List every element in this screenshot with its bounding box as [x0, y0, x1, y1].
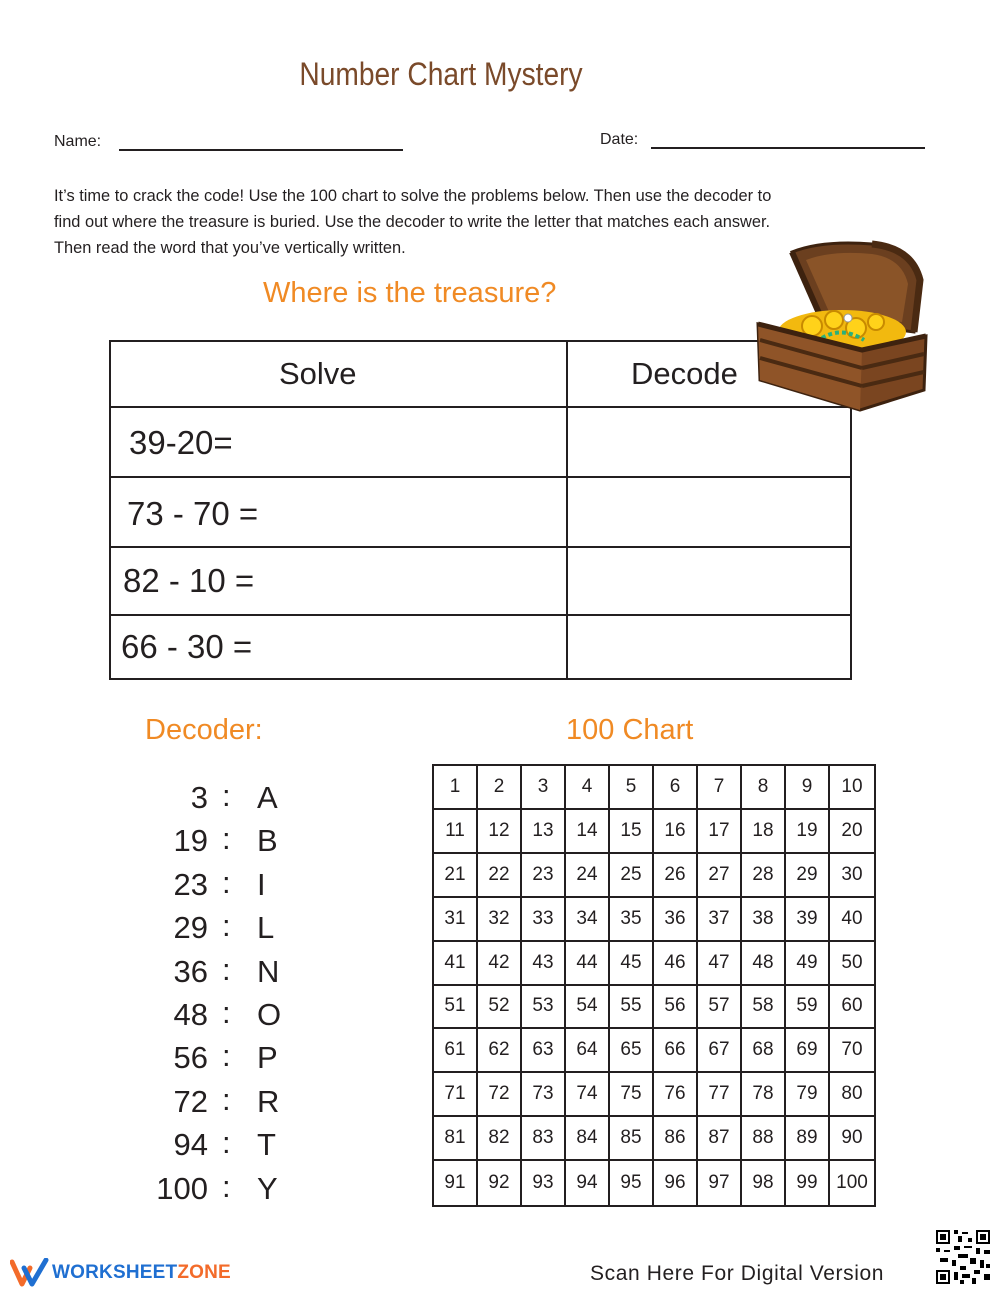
brand-name: [52, 1262, 231, 1284]
decoder-entry: [140, 1081, 300, 1127]
decoder-letter: Y: [257, 1170, 278, 1206]
decoder-number: 3: [190, 780, 208, 815]
chart-cell: 48: [742, 942, 786, 986]
chart-cell: 90: [830, 1117, 874, 1161]
chart-cell: 83: [522, 1117, 566, 1161]
chart-cell: 88: [742, 1117, 786, 1161]
chart-cell: 86: [654, 1117, 698, 1161]
date-field[interactable]: [651, 147, 925, 149]
chart-cell: 22: [478, 854, 522, 898]
decoder-entry: [140, 910, 300, 953]
chart-cell: 59: [786, 986, 830, 1030]
chart-cell: 56: [654, 986, 698, 1030]
chart-cell: 55: [610, 986, 654, 1030]
chart-cell: 72: [478, 1073, 522, 1117]
chart-cell: 77: [698, 1073, 742, 1117]
problem-text: 66 - 30 =: [121, 628, 253, 665]
chart-cell: 33: [522, 898, 566, 942]
chart-cell: 27: [698, 854, 742, 898]
chart-cell: 13: [522, 810, 566, 854]
chart-cell: 96: [654, 1161, 698, 1205]
table-row: [111, 478, 850, 548]
chart-cell: 93: [522, 1161, 566, 1205]
decoder-separator: :: [222, 1038, 231, 1074]
chart-cell: 73: [522, 1073, 566, 1117]
chart-cell: 14: [566, 810, 610, 854]
chart-cell: 10: [830, 766, 874, 810]
chart-cell: 67: [698, 1029, 742, 1073]
chart-cell: 24: [566, 854, 610, 898]
decoder-entry: [140, 864, 300, 910]
chart-cell: 60: [830, 986, 874, 1030]
table-row: [111, 548, 850, 616]
chart-cell: 71: [434, 1073, 478, 1117]
chart-cell: 34: [566, 898, 610, 942]
chart-cell: 84: [566, 1117, 610, 1161]
chart-cell: 79: [786, 1073, 830, 1117]
chart-cell: 82: [478, 1117, 522, 1161]
decoder-entry: [140, 997, 300, 1040]
problem-text: 73 - 70 =: [127, 495, 259, 532]
section-heading: Where is the treasure?: [263, 277, 557, 309]
chart-cell: 28: [742, 854, 786, 898]
decoder-separator: :: [222, 778, 231, 813]
chart-cell: 19: [786, 810, 830, 854]
decoder-heading: Decoder:: [145, 714, 263, 746]
chart-cell: 63: [522, 1029, 566, 1073]
chart-cell: 5: [610, 766, 654, 810]
chart-cell: 21: [434, 854, 478, 898]
chart-cell: 87: [698, 1117, 742, 1161]
chart-cell: 49: [786, 942, 830, 986]
decoder-entry: [140, 823, 300, 866]
chart-cell: 54: [566, 986, 610, 1030]
decoder-entry: [140, 780, 300, 823]
table-header-row: [111, 342, 850, 408]
decoder-number: 94: [173, 1127, 208, 1163]
decoder-separator: :: [222, 995, 231, 1030]
decode-header: Decode: [631, 356, 738, 391]
chart-cell: 1: [434, 766, 478, 810]
chart-cell: 80: [830, 1073, 874, 1117]
decoder-entry: [140, 1040, 300, 1083]
date-label: Date:: [600, 131, 639, 148]
chart-cell: 32: [478, 898, 522, 942]
chart-cell: 30: [830, 854, 874, 898]
chart-cell: 29: [786, 854, 830, 898]
chart-cell: 69: [786, 1029, 830, 1073]
qr-code-icon[interactable]: [934, 1228, 992, 1286]
chart-cell: 9: [786, 766, 830, 810]
decoder-separator: :: [222, 951, 231, 987]
chart-cell: 95: [610, 1161, 654, 1205]
chart-cell: 20: [830, 810, 874, 854]
chart-cell: 41: [434, 942, 478, 986]
chart-cell: 64: [566, 1029, 610, 1073]
chart-cell: 45: [610, 942, 654, 986]
chart-cell: 85: [610, 1117, 654, 1161]
chart-cell: 38: [742, 898, 786, 942]
chart-cell: 37: [698, 898, 742, 942]
table-row: [111, 616, 850, 678]
chart-cell: 57: [698, 986, 742, 1030]
solve-header: Solve: [279, 356, 357, 391]
chart-cell: 47: [698, 942, 742, 986]
decode-answer-cell[interactable]: [568, 616, 850, 678]
decoder-separator: :: [222, 1168, 231, 1204]
chart-cell: 91: [434, 1161, 478, 1205]
decoder-letter: R: [257, 1083, 280, 1119]
chart-cell: 8: [742, 766, 786, 810]
chart-cell: 36: [654, 898, 698, 942]
decoder-entry: [140, 1168, 300, 1214]
chart-cell: 78: [742, 1073, 786, 1117]
chart-cell: 44: [566, 942, 610, 986]
decoder-number: 100: [156, 1170, 208, 1206]
chart-cell: 74: [566, 1073, 610, 1117]
decoder-letter: N: [257, 953, 280, 989]
decoder-letter: P: [257, 1040, 278, 1076]
decoder-letter: I: [257, 866, 266, 902]
chart-cell: 99: [786, 1161, 830, 1205]
chart-cell: 92: [478, 1161, 522, 1205]
instructions-text: It’s time to crack the code! Use the 100 chart to solve the problems below. Then use the decoder to find out where the treasure is buried. Use the decoder to write the letter that matches each answer. Then read the word that you’ve vertically written.: [54, 187, 772, 257]
table-row: [111, 408, 850, 478]
decoder-number: 36: [173, 953, 208, 989]
chart-cell: 25: [610, 854, 654, 898]
chart-cell: 4: [566, 766, 610, 810]
chart-heading: 100 Chart: [566, 714, 694, 746]
solve-table: [109, 340, 852, 680]
chart-cell: 35: [610, 898, 654, 942]
chart-cell: 75: [610, 1073, 654, 1117]
chart-cell: 65: [610, 1029, 654, 1073]
hundred-chart-grid: [432, 764, 876, 1207]
chart-cell: 11: [434, 810, 478, 854]
scan-text: Scan Here For Digital Version: [590, 1262, 885, 1285]
chart-cell: 42: [478, 942, 522, 986]
brand-accent: ZONE: [177, 1262, 231, 1283]
decoder-letter: T: [257, 1127, 276, 1163]
chart-cell: 31: [434, 898, 478, 942]
chart-cell: 70: [830, 1029, 874, 1073]
chart-cell: 40: [830, 898, 874, 942]
chart-cell: 94: [566, 1161, 610, 1205]
worksheet-zone-logo-icon: [10, 1258, 50, 1288]
decoder-separator: :: [222, 1081, 231, 1117]
chart-cell: 100: [836, 1172, 868, 1194]
chart-cell: 17: [698, 810, 742, 854]
page-title: Number Chart Mystery: [299, 56, 583, 92]
decoder-number: 56: [173, 1040, 208, 1076]
chart-cell: 2: [478, 766, 522, 810]
chart-cell: 53: [522, 986, 566, 1030]
name-field[interactable]: [119, 149, 403, 151]
chart-cell: 26: [654, 854, 698, 898]
decoder-number: 29: [173, 910, 208, 946]
chart-cell: 68: [742, 1029, 786, 1073]
brand-main: WORKSHEET: [52, 1262, 178, 1283]
name-label: Name:: [54, 133, 102, 150]
treasure-chest-icon: [752, 240, 928, 412]
decode-answer-cell[interactable]: [568, 478, 850, 546]
chart-cell: 39: [786, 898, 830, 942]
problem-text: 39-20=: [129, 424, 233, 461]
chart-cell: 89: [786, 1117, 830, 1161]
chart-cell: 6: [654, 766, 698, 810]
decoder-separator: :: [222, 864, 231, 900]
chart-cell: 97: [698, 1161, 742, 1205]
chart-cell: 46: [654, 942, 698, 986]
chart-cell: 15: [610, 810, 654, 854]
decoder-letter: L: [257, 910, 275, 946]
decoder-entry: [140, 1127, 300, 1170]
chart-cell: 61: [434, 1029, 478, 1073]
decode-answer-cell[interactable]: [568, 548, 850, 614]
chart-cell: 50: [830, 942, 874, 986]
decoder-letter: B: [257, 823, 278, 859]
chart-cell: 23: [522, 854, 566, 898]
decoder-separator: :: [222, 1125, 231, 1161]
decoder-letter: O: [257, 997, 282, 1032]
decoder-number: 72: [173, 1083, 208, 1119]
chart-cell: 7: [698, 766, 742, 810]
chart-cell: 62: [478, 1029, 522, 1073]
chart-cell: 16: [654, 810, 698, 854]
decoder-separator: :: [222, 908, 231, 944]
chart-cell: 52: [478, 986, 522, 1030]
chart-cell: 3: [522, 766, 566, 810]
chart-cell: 66: [654, 1029, 698, 1073]
problem-text: 82 - 10 =: [123, 562, 255, 599]
decoder-separator: :: [222, 821, 231, 857]
chart-cell: 76: [654, 1073, 698, 1117]
chart-cell: 12: [478, 810, 522, 854]
chart-cell: 18: [742, 810, 786, 854]
chart-cell: 81: [434, 1117, 478, 1161]
decoder-letter: A: [257, 780, 278, 815]
chart-cell: 43: [522, 942, 566, 986]
decoder-entry: [140, 951, 300, 997]
decoder-number: 23: [173, 866, 208, 902]
chart-cell: 58: [742, 986, 786, 1030]
chart-cell: 98: [742, 1161, 786, 1205]
decode-answer-cell[interactable]: [568, 408, 850, 476]
decoder-number: 48: [173, 997, 208, 1032]
decoder-number: 19: [173, 823, 208, 859]
chart-cell: 51: [434, 986, 478, 1030]
